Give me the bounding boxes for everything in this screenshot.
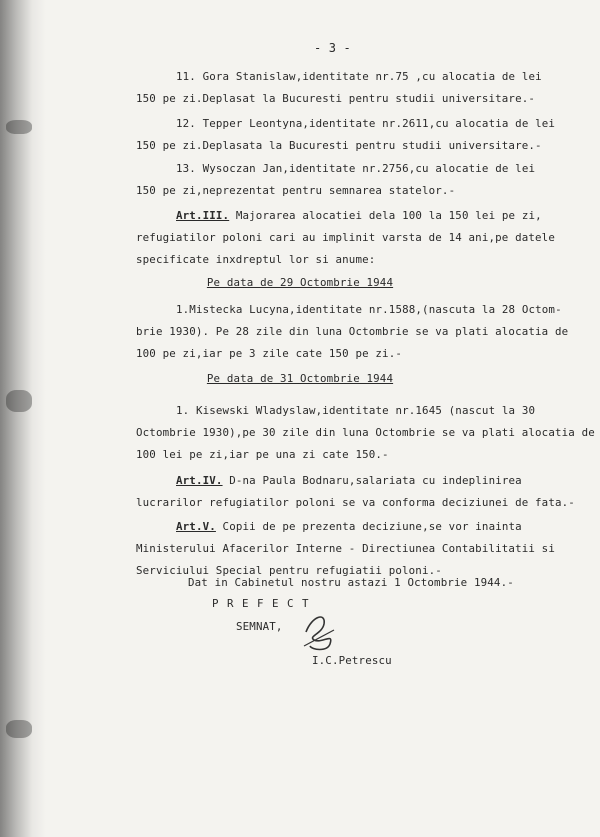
scan-mark bbox=[6, 720, 32, 738]
scan-mark bbox=[6, 390, 32, 412]
signature-title: P R E F E C T bbox=[212, 597, 310, 610]
article-4-label: Art.IV. bbox=[176, 474, 223, 487]
item-11-line-1: 11. Gora Stanislaw,identitate nr.75 ,cu alocatia de lei bbox=[176, 70, 542, 83]
article-3-line-1 bbox=[176, 209, 542, 222]
item-13-line-2: 150 pe zi,neprezentat pentru semnarea statelor.- bbox=[136, 184, 456, 197]
article-5-text: Copii de pe prezenta deciziune,se vor inainta bbox=[215, 520, 522, 533]
item-11-line-2: 150 pe zi.Deplasat la Bucuresti pentru studii universitare.- bbox=[136, 92, 536, 105]
entry-1-line-2: brie 1930). Pe 28 zile din luna Octombrie se va plati alocatia de bbox=[136, 325, 569, 338]
page-number: - 3 - bbox=[314, 41, 351, 55]
scan-mark bbox=[6, 120, 32, 134]
article-4-text: D-na Paula Bodnaru,salariata cu indeplinirea bbox=[222, 474, 522, 487]
article-5-line-2: Ministerului Afacerilor Interne - Directiunea Contabilitatii si bbox=[136, 542, 555, 555]
entry-1-line-1: 1.Mistecka Lucyna,identitate nr.1588,(nascuta la 28 Octom- bbox=[176, 303, 562, 316]
article-3-label: Art.III. bbox=[176, 209, 230, 222]
article-4-line-2: lucrarilor refugiatilor poloni se va conforma deciziunei de fata.- bbox=[136, 496, 575, 509]
article-5-label: Art.V. bbox=[176, 520, 216, 533]
given-line: Dat in Cabinetul nostru astazi 1 Octombrie 1944.- bbox=[188, 576, 514, 589]
date-heading-1: Pe data de 29 Octombrie 1944 bbox=[206, 276, 394, 289]
item-12-line-2: 150 pe zi.Deplasata la Bucuresti pentru studii universitare.- bbox=[136, 139, 542, 152]
article-5-line-3: Serviciului Special pentru refugiatii poloni.- bbox=[136, 564, 442, 577]
signature-signed: SEMNAT, bbox=[236, 620, 283, 633]
article-3-line-3: specificate inxdreptul lor si anume: bbox=[136, 253, 376, 266]
article-3-line-2: refugiatilor poloni cari au implinit varsta de 14 ani,pe datele bbox=[136, 231, 555, 244]
item-12-line-1: 12. Tepper Leontyna,identitate nr.2611,cu alocatia de lei bbox=[176, 117, 556, 130]
entry-2-line-3: 100 lei pe zi,iar pe una zi cate 150.- bbox=[136, 448, 389, 461]
article-3-text: Majorarea alocatiei dela 100 la 150 lei pe zi, bbox=[229, 209, 542, 222]
entry-2-line-2: Octombrie 1930),pe 30 zile din luna Octombrie se va plati alocatia de bbox=[136, 426, 595, 439]
handwritten-signature bbox=[300, 610, 340, 654]
article-4-line-1 bbox=[176, 474, 522, 487]
item-13-line-1: 13. Wysoczan Jan,identitate nr.2756,cu alocatie de lei bbox=[176, 162, 536, 175]
article-5-line-1 bbox=[176, 520, 522, 533]
date-heading-2: Pe data de 31 Octombrie 1944 bbox=[206, 372, 394, 385]
entry-2-line-1: 1. Kisewski Wladyslaw,identitate nr.1645 (nascut la 30 bbox=[176, 404, 536, 417]
signature-name: I.C.Petrescu bbox=[312, 654, 392, 667]
entry-1-line-3: 100 pe zi,iar pe 3 zile cate 150 pe zi.- bbox=[136, 347, 403, 360]
